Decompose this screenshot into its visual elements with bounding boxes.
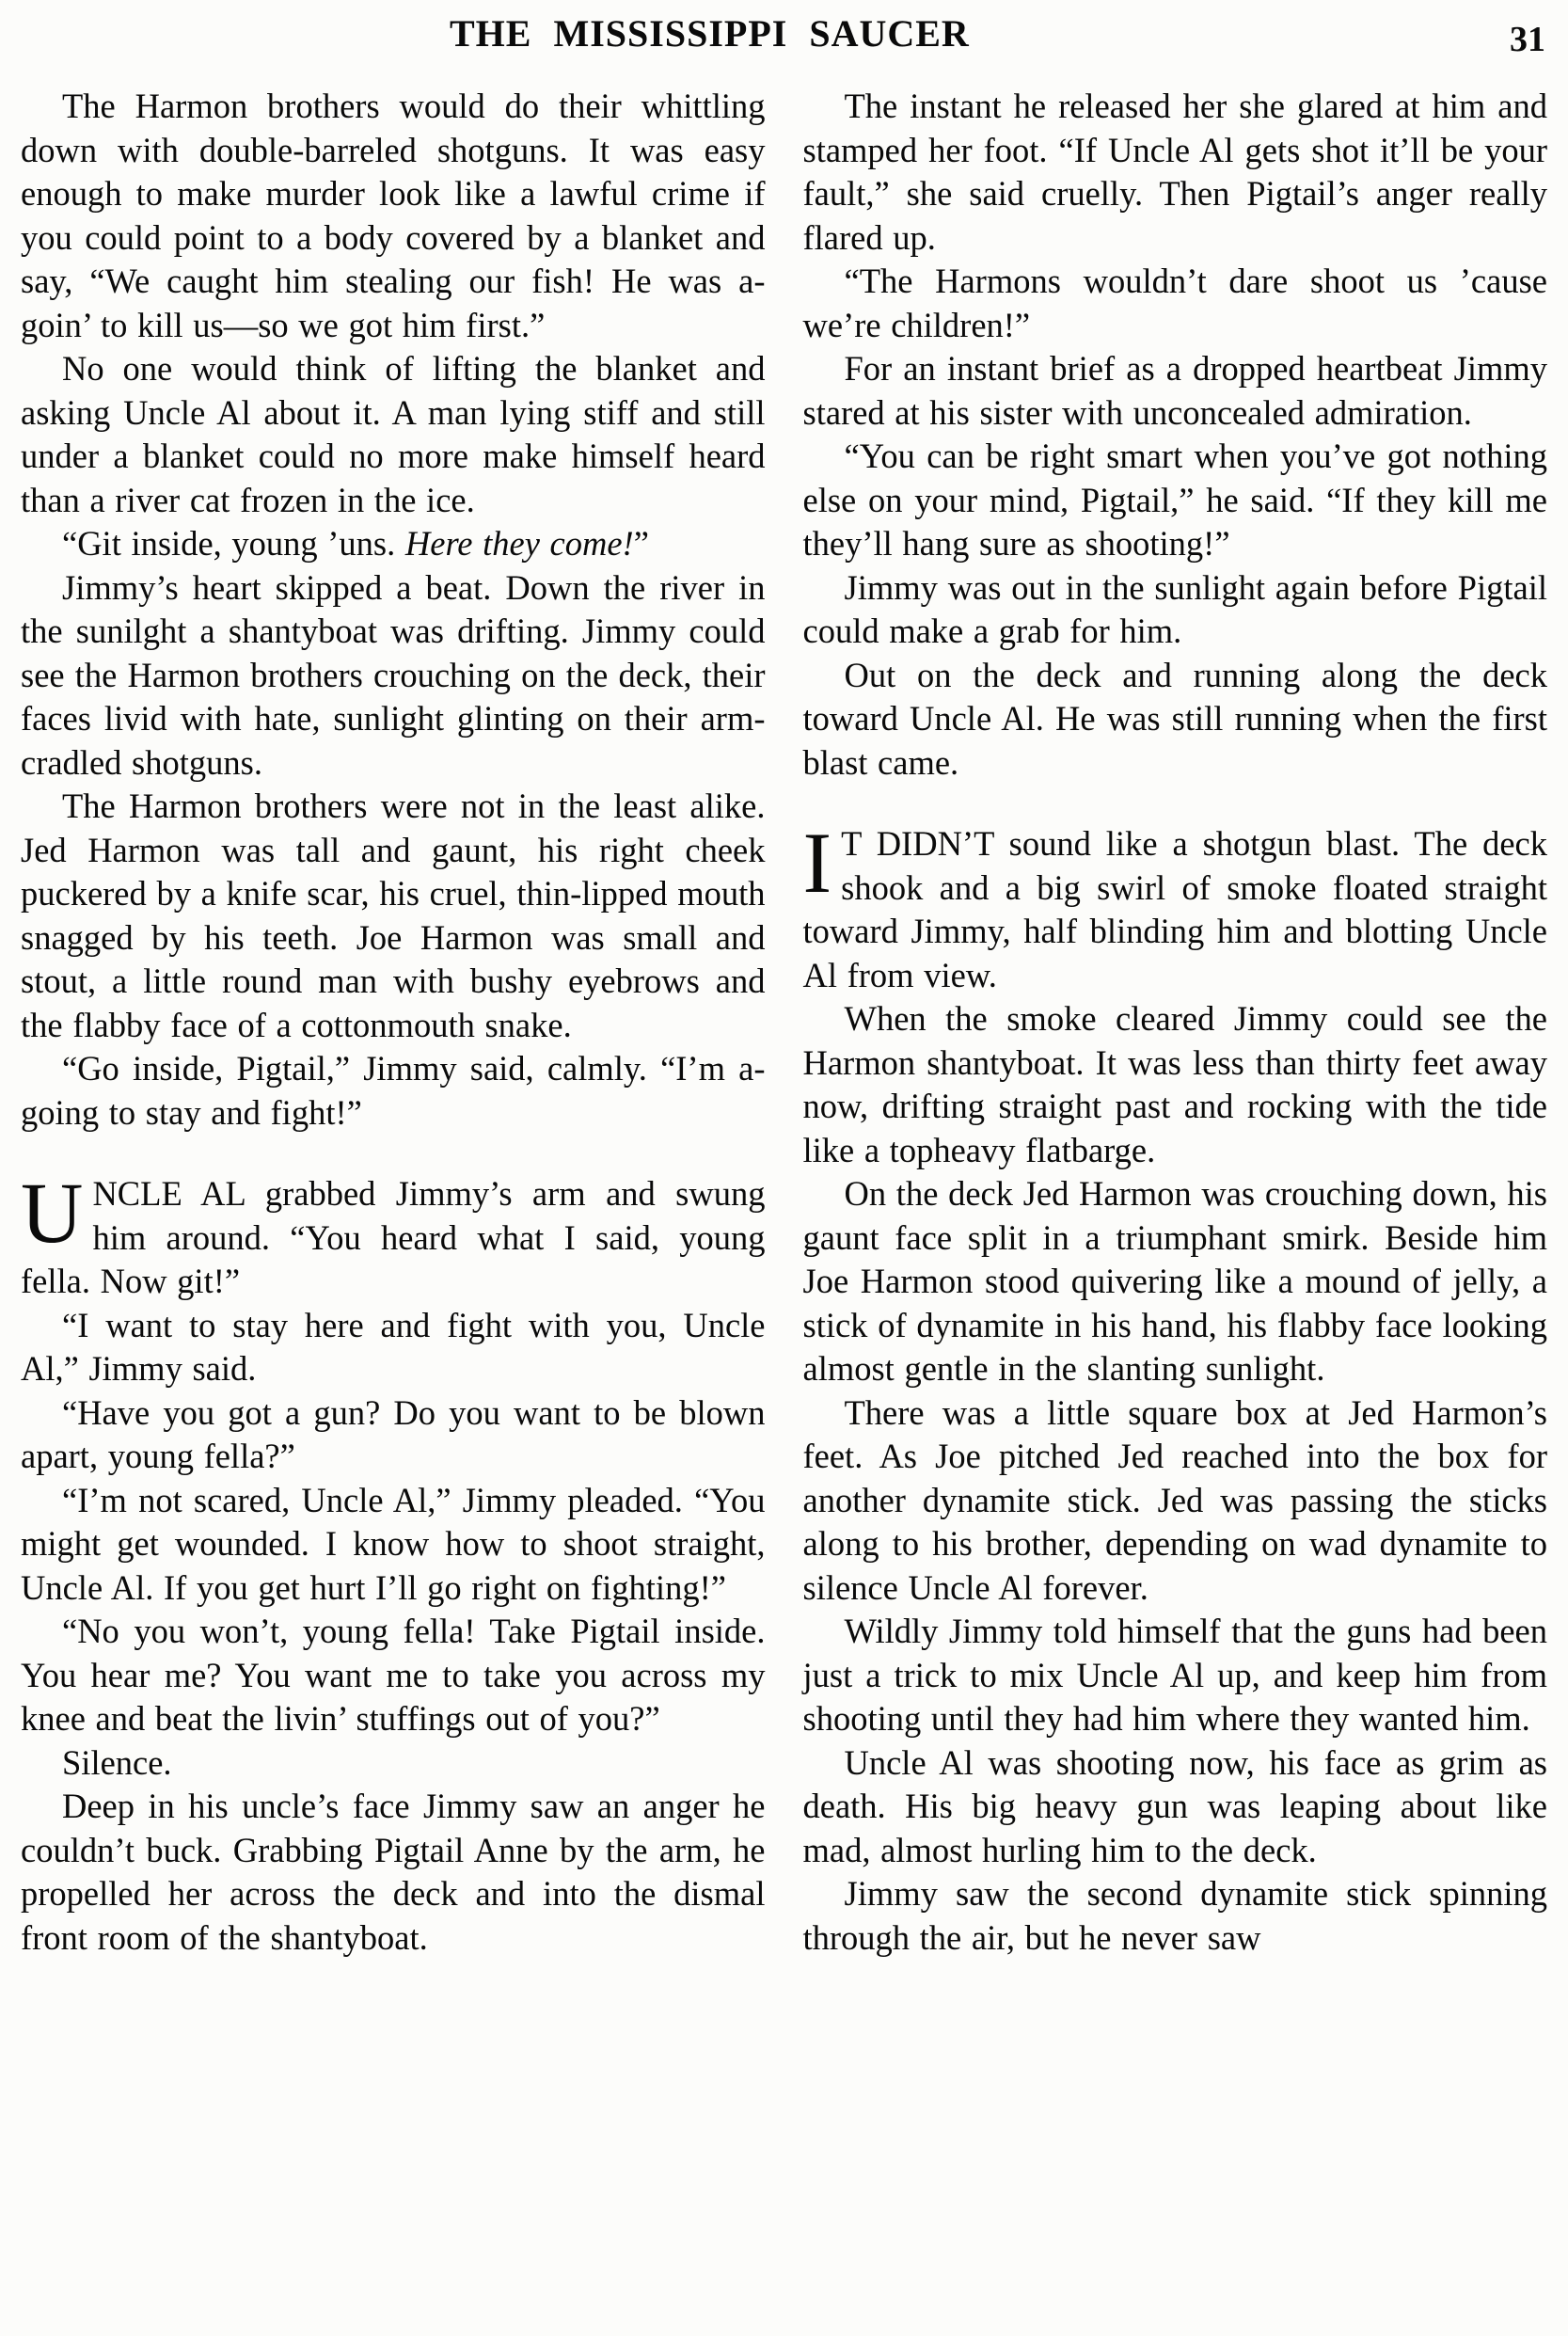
paragraph: On the deck Jed Harmon was crouching down, his gaunt face split in a triumphant smirk. Beside him Joe Harmon stood quivering like a mound of jelly, a stick of dynamite in his hand, his flabby face looking almost gentle in the slanting sunlight.	[802, 1174, 1547, 1388]
paragraph: When the smoke cleared Jimmy could see the Harmon shantyboat. It was less than thirty feet away now, drifting straight past and rocking with the tide like a topheavy flatbarge.	[802, 999, 1547, 1169]
dropcap-letter: U	[21, 1165, 84, 1261]
italic-phrase: Here they come!	[404, 524, 634, 563]
paragraph-text: NCLE AL grabbed Jimmy’s arm and swung him around. “You heard what I said, young fella. Now git!”	[21, 1174, 766, 1300]
paragraph: Silence.	[62, 1742, 172, 1782]
paragraph: The Harmon brothers would do their whittling down with double-barreled shotguns. It was easy enough to make murder look like a lawful crime if you could point to a body covered by a blanket and say, “We caught him stealing our fish! He was a-goin’ to kill us—so we got him first.”	[21, 87, 766, 344]
quote-close: ”	[633, 524, 649, 563]
paragraph: “No you won’t, young fella! Take Pigtail inside. You hear me? You want me to take you across my knee and beat the livin’ stuffings out of you?”	[21, 1612, 766, 1738]
paragraph: Jimmy’s heart skipped a beat. Down the river in the sunilght a shantyboat was drifting. Jimmy could see the Harmon brothers crouching on the deck, their faces livid with hate, sunlight glinting on their arm-cradled shotguns.	[21, 567, 766, 782]
two-column-text-block	[21, 85, 1547, 1960]
page-number: 31	[1510, 20, 1545, 59]
right-column	[803, 85, 1548, 1960]
left-column	[21, 85, 766, 1960]
paragraph: Jimmy saw the second dynamite stick spinning through the air, but he never saw	[802, 1874, 1547, 1957]
paragraph-text: T DIDN’T sound like a shotgun blast. The deck shook and a big swirl of smoke floated straight toward Jimmy, half blinding him and blotting Uncle Al from view.	[802, 824, 1547, 994]
quote-text: “Git inside, young ’uns.	[62, 524, 405, 563]
paragraph-with-dropcap	[21, 1165, 766, 1304]
paragraph	[21, 522, 766, 566]
paragraph: Wildly Jimmy told himself that the guns had been just a trick to mix Uncle Al up, and keep him from shooting until they had him where they wanted him.	[802, 1612, 1547, 1738]
paragraph: “I want to stay here and fight with you, Uncle Al,” Jimmy said.	[21, 1305, 766, 1388]
paragraph: For an instant brief as a dropped heartbeat Jimmy stared at his sister with unconcealed admiration.	[802, 349, 1547, 432]
dropcap-letter: I	[802, 815, 832, 911]
paragraph: “You can be right smart when you’ve got nothing else on your mind, Pigtail,” he said. “If they kill me they’ll hang sure as shooting!”	[802, 437, 1547, 563]
paragraph: “Have you got a gun? Do you want to be blown apart, young fella?”	[21, 1392, 766, 1475]
paragraph: Out on the deck and running along the deck toward Uncle Al. He was still running when the first blast came.	[802, 655, 1547, 782]
page-title: THE MISSISSIPPI SAUCER	[450, 12, 970, 55]
paragraph: Uncle Al was shooting now, his face as grim as death. His big heavy gun was leaping about like mad, almost hurling him to the deck.	[802, 1742, 1547, 1869]
paragraph: Jimmy was out in the sunlight again before Pigtail could make a grab for him.	[802, 567, 1547, 650]
paragraph: “Go inside, Pigtail,” Jimmy said, calmly. “I’m a-going to stay and fight!”	[21, 1049, 766, 1132]
paragraph-with-dropcap	[802, 815, 1548, 997]
paragraph: There was a little square box at Jed Harmon’s feet. As Joe pitched Jed reached into the box for another dynamite stick. Jed was passing the sticks along to his brother, depending on wad dynamite to silence Uncle Al forever.	[802, 1392, 1547, 1607]
paragraph: Deep in his uncle’s face Jimmy saw an anger he couldn’t buck. Grabbing Pigtail Anne by the arm, he propelled her across the deck and into the dismal front room of the shantyboat.	[21, 1787, 766, 1957]
paragraph: No one would think of lifting the blanket and asking Uncle Al about it. A man lying stiff and still under a blanket could no more make himself heard than a river cat frozen in the ice.	[21, 349, 766, 519]
paragraph: “The Harmons wouldn’t dare shoot us ’cause we’re children!”	[802, 262, 1547, 344]
paragraph: The instant he released her she glared at him and stamped her foot. “If Uncle Al gets shot it’ll be your fault,” she said cruelly. Then Pigtail’s anger really flared up.	[802, 87, 1547, 257]
paragraph: “I’m not scared, Uncle Al,” Jimmy pleaded. “You might get wounded. I know how to shoot straight, Uncle Al. If you get hurt I’ll go right on fighting!”	[21, 1480, 766, 1607]
paragraph: The Harmon brothers were not in the least alike. Jed Harmon was tall and gaunt, his right cheek puckered by a knife scar, his cruel, thin-lipped mouth snagged by his teeth. Joe Harmon was small and stout, a little round man with bushy eyebrows and the flabby face of a cottonmouth snake.	[21, 787, 766, 1044]
